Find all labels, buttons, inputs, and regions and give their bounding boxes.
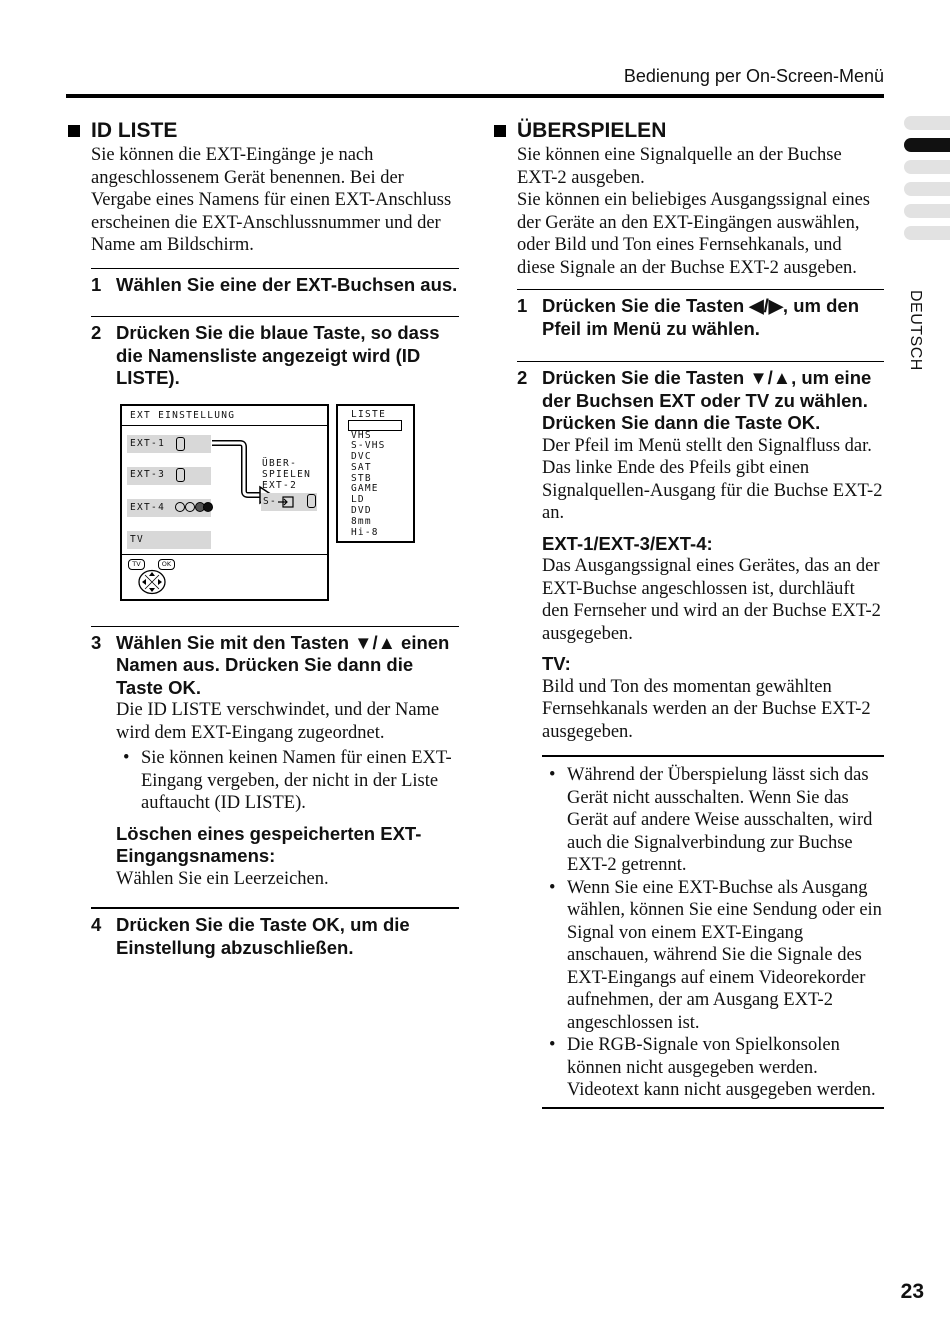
- note-item: • Die RGB-Signale von Spielkonsolen können nicht ausgegeben werden. Videotext kann nicht ausgegeben werden.: [542, 1034, 884, 1102]
- ext-inputs-text: Das Ausgangssignal eines Gerätes, das an der EXT-Buchse angeschlossen ist, durchläuft den Fernseher und wird an der Buchse EXT-2 ausgegeben.: [542, 556, 881, 644]
- osd-row-ext3: EXT-3: [130, 468, 166, 480]
- note-item: • Während der Überspielung lässt sich das Gerät nicht ausschalten. Wenn Sie das Gerät auf andere Weise ausschalten, wird auch die Signalverbindung zur Buchse EXT-2 getrennt.: [542, 764, 884, 877]
- step-4: 4 Drücken Sie die Taste OK, um die Einstellung abzuschließen.: [91, 907, 459, 959]
- delete-name-text: Wählen Sie ein Leerzeichen.: [116, 868, 329, 889]
- osd-row-ext1: EXT-1: [130, 437, 166, 449]
- osd-dub-output: S-: [263, 495, 278, 507]
- osd-list-item: VHS: [351, 429, 372, 441]
- language-label: DEUTSCH: [907, 290, 924, 371]
- tv-text: Bild und Ton des momentan gewählten Fernsehkanals werden an der Buchse EXT-2 ausgegeben.: [542, 676, 871, 742]
- ext-inputs-heading: EXT-1/EXT-3/EXT-4:: [542, 532, 713, 554]
- square-bullet-icon: [494, 125, 506, 137]
- osd-list-item: DVD: [351, 505, 372, 517]
- osd-list-item: STB: [351, 472, 372, 484]
- chapter-tab: [904, 160, 950, 174]
- section-heading-id-liste: ID LISTE: [66, 118, 459, 144]
- chapter-tabs: [904, 116, 950, 248]
- step-2-text: Der Pfeil im Menü stellt den Signalfluss dar. Das linke Ende des Pfeils gibt einen Signalquellen-Ausgang für die Buchse EXT-2 an.: [542, 435, 883, 523]
- step-2-title-2: Drücken Sie dann die Taste OK.: [542, 412, 821, 433]
- rca-jack-icon: [175, 502, 185, 512]
- page-number: 23: [900, 1280, 924, 1303]
- chapter-tab: [904, 116, 950, 130]
- square-bullet-icon: [68, 125, 80, 137]
- osd-row-tv: TV: [130, 533, 145, 545]
- osd-title: EXT EINSTELLUNG: [130, 409, 236, 421]
- notes-box: [542, 755, 884, 1109]
- note-item: • Wenn Sie eine EXT-Buchse als Ausgang wählen, können Sie eine Sendung oder ein Signal von einem EXT-Eingang anschauen, während Sie die Signale des EXT-Eingangs auf einem Videorekorder aufnehmen, der am Ausgang EXT-2 angeschlossen ist.: [542, 877, 884, 1035]
- chapter-tab-active: [904, 138, 950, 152]
- osd-list-items: [351, 431, 386, 539]
- scart-plug-icon: [307, 494, 316, 508]
- osd-liste-panel: [336, 404, 415, 543]
- direction-pad-icon: [136, 569, 168, 595]
- step-3: 3 Wählen Sie mit den Tasten ▼/▲ einen Namen aus. Drücken Sie dann die Taste OK. Die ID LISTE verschwindet, und der Name wird dem EXT-Eingang zugeordnet. • Sie können keinen Namen für einen EXT-Eingang vergeben, der nicht in der Liste auftaucht (ID LISTE). Löschen eines gespeicherten EXT-Eingangsnamens: Wählen Sie ein Leerzeichen.: [91, 626, 459, 891]
- chapter-tab: [904, 226, 950, 240]
- header-title: Bedienung per On-Screen-Menü: [623, 66, 884, 86]
- osd-list-item: S-VHS: [351, 440, 386, 452]
- page-header: [66, 64, 884, 98]
- osd-list-item: 8mm: [351, 515, 372, 527]
- right-column: [492, 118, 884, 1109]
- scart-plug-icon: [176, 437, 185, 451]
- osd-list-title: LISTE: [351, 408, 387, 420]
- osd-row-ext4: EXT-4: [130, 501, 166, 513]
- ok-key-icon: OK: [158, 559, 175, 570]
- delete-name-heading: Löschen eines gespeicherten EXT-Eingangsnamens:: [116, 822, 422, 866]
- osd-list-item: DVC: [351, 451, 372, 463]
- osd-ext-einstellung-panel: [120, 404, 329, 601]
- osd-dub-label: ÜBER- SPIELEN EXT-2: [262, 457, 312, 491]
- osd-list-item: SAT: [351, 461, 372, 473]
- step-1: 1 Wählen Sie eine der EXT-Buchsen aus.: [91, 268, 459, 317]
- tv-key-icon: TV: [128, 559, 145, 570]
- left-column: [66, 118, 459, 959]
- section-heading-ueberspielen: ÜBERSPIELEN: [492, 118, 884, 144]
- osd-list-item: Hi-8: [351, 526, 379, 538]
- step-3-text: Die ID LISTE verschwindet, und der Name wird dem EXT-Eingang zugeordnet.: [116, 700, 440, 743]
- intro-text-1: Sie können eine Signalquelle an der Buchse EXT-2 ausgeben.: [517, 145, 842, 188]
- step-1: 1 Drücken Sie die Tasten ◀/▶, um den Pfeil im Menü zu wählen.: [517, 289, 884, 361]
- intro-text-2: Sie können ein beliebiges Ausgangssignal eines der Geräte an den EXT-Eingängen auswählen, oder Bild und Ton eines Fernsehkanals, und diese Signale an der Buchse EXT-2 ausgeben.: [517, 190, 870, 278]
- rca-jack-icon: [185, 502, 195, 512]
- chapter-tab: [904, 204, 950, 218]
- tv-heading: TV:: [542, 653, 571, 674]
- step-2: 2 Drücken Sie die Tasten ▼/▲, um eine der Buchsen EXT oder TV zu wählen. Drücken Sie dann die Taste OK. Der Pfeil im Menü stellt den Signalfluss dar. Das linke Ende des Pfeils gibt einen Signalquellen-Ausgang für die Buchse EXT-2 an. EXT-1/EXT-3/EXT-4: Das Ausgangssignal eines Gerätes, das an der EXT-Buchse angeschlossen ist, durchläuft den Fernseher und wird an der Buchse EXT-2 ausgegeben. TV: Bild und Ton des momentan gewählten Fernsehkanals werden an der Buchse EXT-2 ausgegeben.: [517, 361, 884, 743]
- chapter-tab: [904, 182, 950, 196]
- osd-list-item: GAME: [351, 483, 379, 495]
- osd-list-item: LD: [351, 494, 365, 506]
- intro-text: Sie können die EXT-Eingänge je nach angeschlossenem Gerät benennen. Bei der Vergabe eines Namens für einen EXT-Anschluss erscheinen die EXT-Anschlussnummer und der Name am Bildschirm.: [91, 145, 452, 255]
- step-3-bullet: • Sie können keinen Namen für einen EXT-Eingang vergeben, der nicht in der Liste auftaucht (ID LISTE).: [116, 747, 459, 815]
- scart-plug-icon: [176, 468, 185, 482]
- osd-diagram: [120, 404, 490, 604]
- step-2: 2 Drücken Sie die blaue Taste, so dass die Namensliste angezeigt wird (ID LISTE).: [91, 316, 459, 390]
- output-icon: [278, 496, 294, 508]
